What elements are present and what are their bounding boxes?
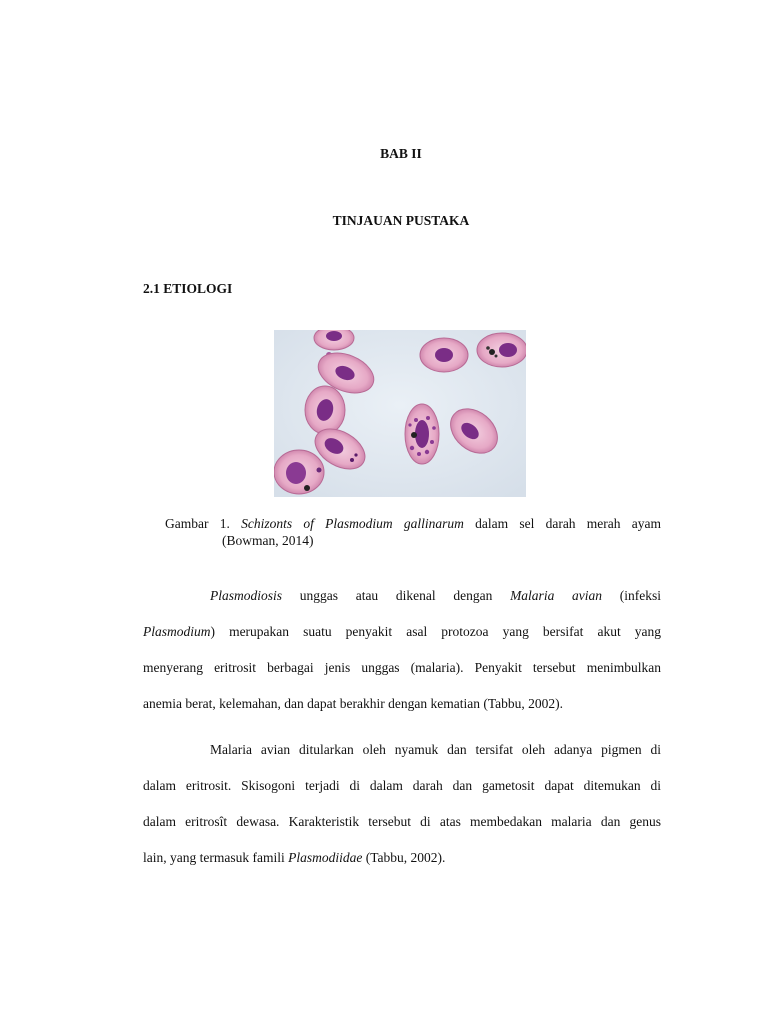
section-heading: 2.1 ETIOLOGI [143, 281, 233, 296]
erythrocyte [274, 450, 324, 494]
chapter-label: BAB II [380, 146, 422, 161]
paragraph-line: menyerang eritrosit berbagai jenis unggas (malaria). Penyakit tersebut menimbulkan [143, 660, 661, 675]
paragraph-line [143, 840, 661, 876]
caption-species: Schizonts of Plasmodium gallinarum [241, 516, 464, 531]
erythrocyte [477, 333, 526, 367]
paragraph-line [143, 614, 661, 650]
figure-caption [165, 515, 661, 549]
erythrocyte [314, 330, 354, 350]
paragraph-line: dalam eritrosît dewasa. Karakteristik tersebut di atas membedakan malaria dan genus [143, 814, 661, 829]
schizont-cell [405, 404, 439, 464]
erythrocyte [305, 386, 345, 434]
italic-term: Malaria avian [510, 588, 603, 603]
caption-line [165, 515, 661, 532]
caption-description: dalam sel darah merah ayam [475, 516, 662, 531]
text-span: (Tabbu, 2002). [365, 850, 446, 865]
text-span: ) merupakan suatu penyakit asal protozoa yang bersifat akut yang [210, 624, 661, 639]
text-span: lain, yang termasuk famili [143, 850, 285, 865]
paragraph [143, 732, 661, 876]
text-span: (infeksi [619, 588, 661, 603]
chapter-title: TINJAUAN PUSTAKA [332, 213, 470, 228]
paragraph-line: Malaria avian ditularkan oleh nyamuk dan tersifat oleh adanya pigmen di [210, 742, 661, 757]
erythrocyte [420, 338, 468, 372]
italic-term: Plasmodium [143, 624, 211, 639]
paragraph-line: anemia berat, kelemahan, dan dapat berakhir dengan kematian (Tabbu, 2002). [143, 696, 564, 711]
caption-source: (Bowman, 2014) [222, 533, 314, 548]
text-span: unggas atau dikenal dengan [299, 588, 493, 603]
caption-lead: Gambar 1. [165, 516, 230, 531]
paragraph [143, 578, 661, 722]
italic-term: Plasmodiidae [288, 850, 363, 865]
italic-term: Plasmodiosis [210, 588, 283, 603]
blood-cell-micrograph [274, 330, 526, 497]
paragraph-line [143, 578, 661, 614]
paragraph-line: dalam eritrosit. Skisogoni terjadi di dalam darah dan gametosit dapat ditemukan di [143, 778, 661, 793]
